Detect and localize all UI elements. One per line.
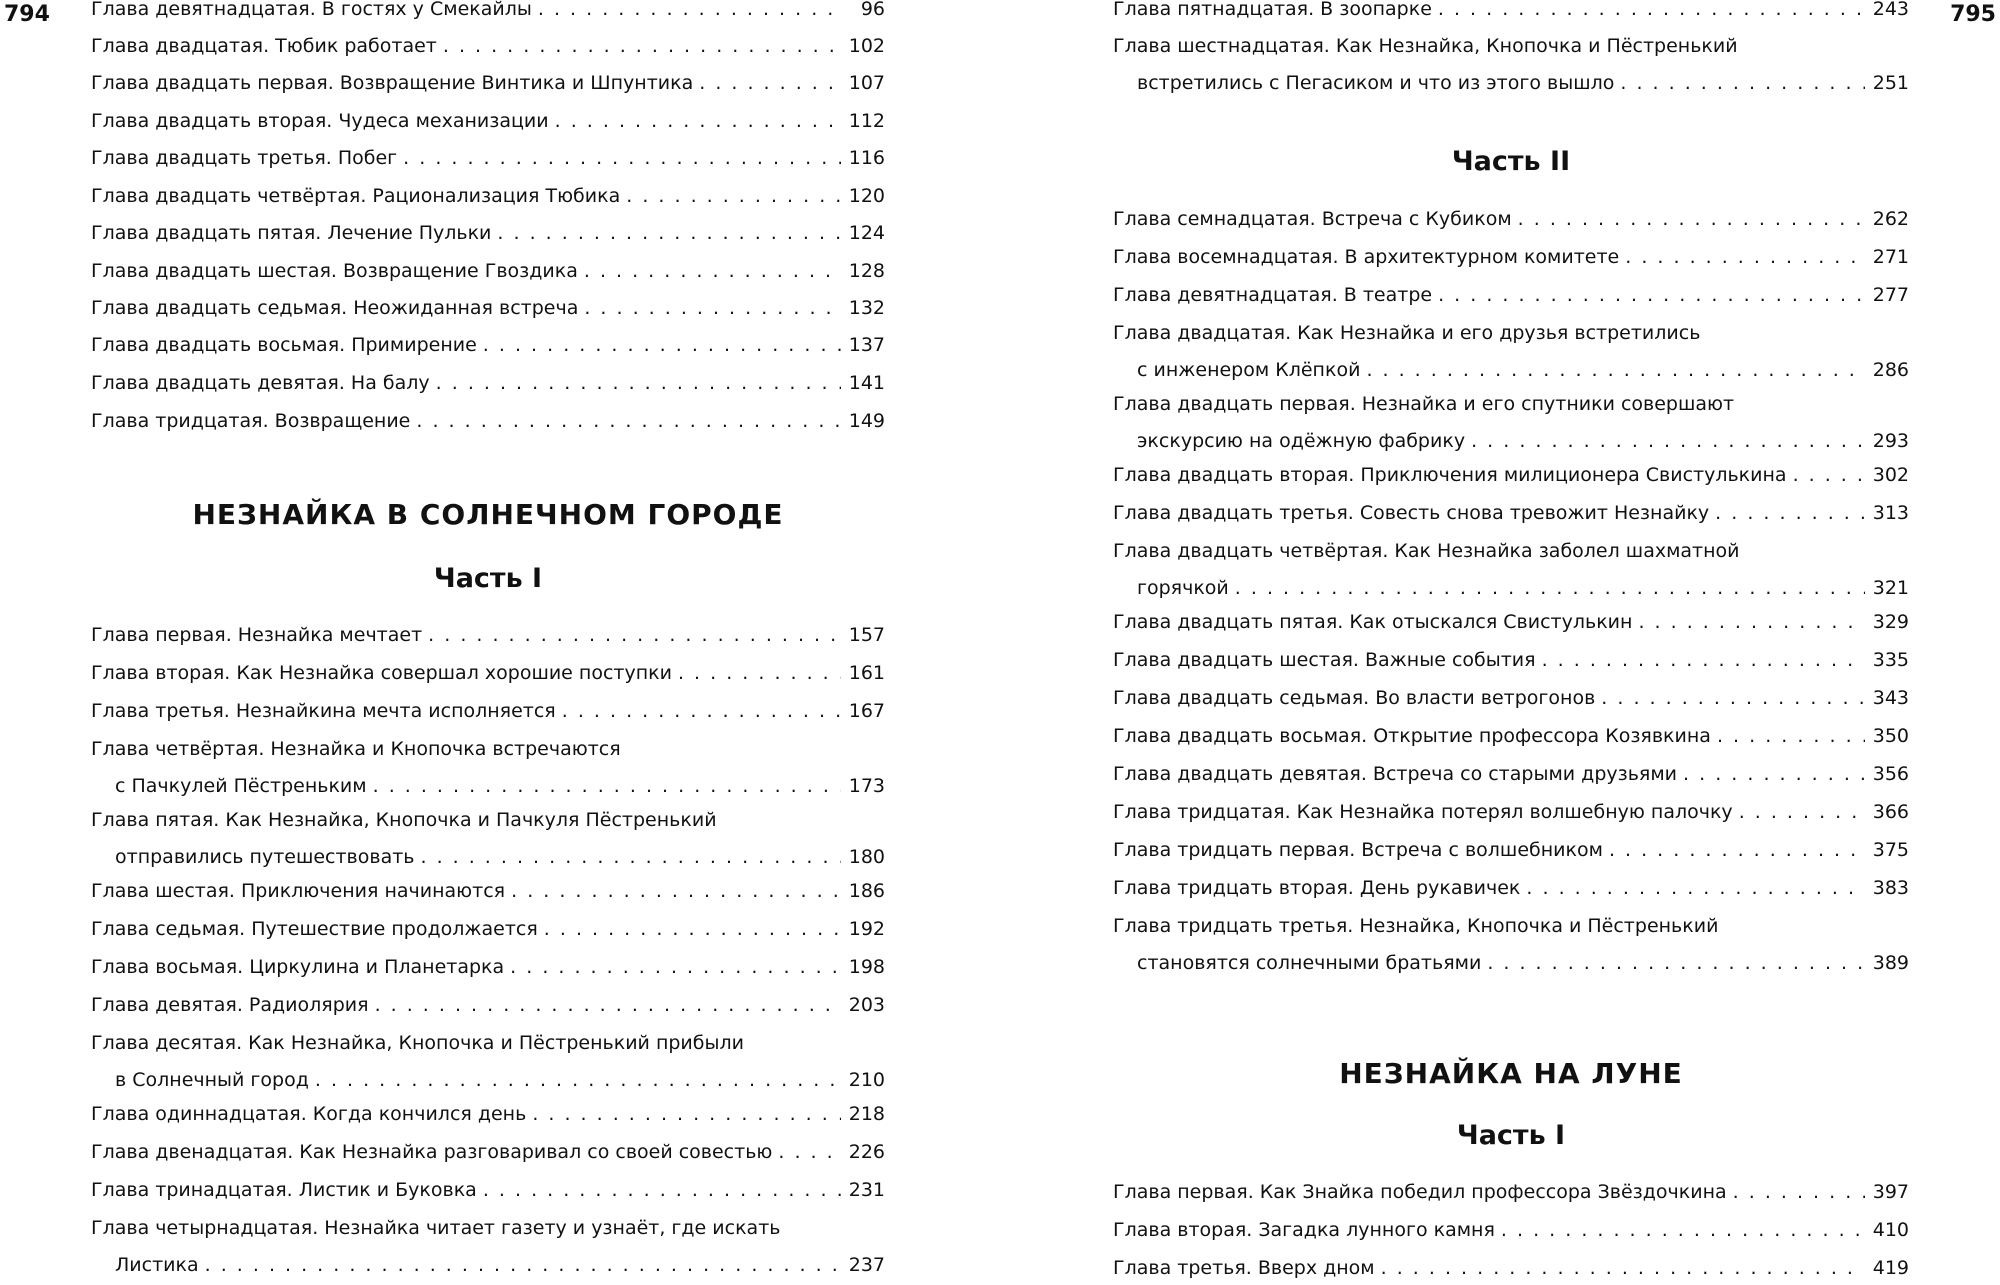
- dot-leader: [1625, 248, 1865, 267]
- toc-entry: [1113, 613, 1909, 632]
- toc-entry-title: Глава десятая. Как Незнайка, Кнопочка и Пёстренький прибыли: [91, 1032, 744, 1054]
- toc-entry: [91, 262, 885, 281]
- toc-entry: [1113, 1259, 1909, 1278]
- part-title: Часть I: [433, 563, 543, 594]
- dot-leader: [1609, 841, 1865, 860]
- dot-leader: [1601, 689, 1865, 708]
- dot-leader: [532, 1105, 841, 1124]
- toc-entry-title: Глава четвёртая. Незнайка и Кнопочка встречаются: [91, 738, 621, 760]
- toc-entry-title: Глава девятнадцатая. В гостях у Смекайлы: [91, 0, 532, 20]
- toc-entry-page: 157: [848, 624, 885, 646]
- toc-entry-title: Глава вторая. Загадка лунного камня: [1113, 1219, 1495, 1241]
- toc-entry: [91, 224, 885, 243]
- toc-entry: [1113, 727, 1909, 746]
- dot-leader: [443, 37, 841, 56]
- toc-entry-page: 293: [1872, 430, 1909, 452]
- toc-entry-title-continued: с инженером Клёпкой: [1137, 359, 1361, 381]
- toc-entry-page: 198: [848, 956, 885, 978]
- toc-entry-title-continued: отправились путешествовать: [115, 846, 415, 868]
- toc-entry-title: Глава двадцатая. Как Незнайка и его друзья встретились: [1113, 322, 1701, 344]
- dot-leader: [1526, 879, 1865, 898]
- toc-entry-title-continued: становятся солнечными братьями: [1137, 952, 1482, 974]
- dot-leader: [584, 262, 841, 281]
- toc-entry-page: 410: [1872, 1219, 1909, 1241]
- toc-entry-title: Глава двадцать вторая. Чудеса механизации: [91, 110, 549, 132]
- toc-entry-page: 329: [1872, 611, 1909, 633]
- dot-leader: [1793, 466, 1865, 485]
- toc-entry: [1113, 0, 1909, 19]
- toc-entry-page: 271: [1872, 246, 1909, 268]
- toc-entry-page: 302: [1872, 464, 1909, 486]
- toc-entry: [91, 374, 885, 393]
- dot-leader: [544, 920, 841, 939]
- toc-entry-page: 128: [848, 260, 885, 282]
- toc-entry-title: Глава двадцатая. Тюбик работает: [91, 35, 437, 57]
- toc-entry: [1113, 210, 1909, 229]
- toc-entry-page: 321: [1872, 577, 1909, 599]
- toc-entry: [91, 1219, 885, 1275]
- toc-entry-title: Глава одиннадцатая. Когда кончился день: [91, 1103, 527, 1125]
- toc-entry-page: 366: [1872, 801, 1909, 823]
- toc-entry-page: 132: [848, 297, 885, 319]
- toc-entry-title: Глава третья. Незнайкина мечта исполняется: [91, 700, 556, 722]
- toc-entry-page: 180: [848, 846, 885, 868]
- book-title: НЕЗНАЙКА НА ЛУНЕ: [1339, 1057, 1683, 1090]
- toc-entry: [91, 882, 885, 901]
- dot-leader: [1683, 765, 1865, 784]
- page-number: 795: [1950, 2, 1996, 27]
- toc-entry-page: 124: [848, 222, 885, 244]
- dot-leader: [420, 848, 841, 867]
- toc-entry-page: 397: [1872, 1181, 1909, 1203]
- toc-entry-title: Глава двадцать девятая. Встреча со старыми друзьями: [1113, 763, 1678, 785]
- toc-entry-page: 313: [1872, 502, 1909, 524]
- toc-entry-title-continued: с Пачкулей Пёстреньким: [115, 775, 367, 797]
- toc-entry: [91, 112, 885, 131]
- toc-entry-title: Глава двадцать восьмая. Примирение: [91, 334, 477, 356]
- toc-entry-page: 192: [848, 918, 885, 940]
- dot-leader: [584, 299, 841, 318]
- dot-leader: [1620, 74, 1865, 93]
- toc-entry-page: 186: [848, 880, 885, 902]
- toc-entry: [1113, 917, 1909, 973]
- dot-leader: [1715, 504, 1865, 523]
- toc-entry-title: Глава двадцать пятая. Как отыскался Свистулькин: [1113, 611, 1633, 633]
- toc-entry-title: Глава двадцать восьмая. Открытие профессора Козявкина: [1113, 725, 1711, 747]
- dot-leader: [483, 1181, 841, 1200]
- toc-entry: [91, 664, 885, 683]
- toc-entry: [1113, 395, 1909, 451]
- toc-entry-title-continued: Листика: [115, 1254, 199, 1276]
- toc-entry-title: Глава восемнадцатая. В архитектурном комитете: [1113, 246, 1620, 268]
- toc-entry-title: Глава двадцать седьмая. Во власти ветрогонов: [1113, 687, 1596, 709]
- toc-entry-page: 161: [848, 662, 885, 684]
- toc-entry: [91, 299, 885, 318]
- toc-entry: [1113, 1183, 1909, 1202]
- toc-entry: [1113, 651, 1909, 670]
- toc-entry: [1113, 542, 1909, 598]
- toc-entry-page: 277: [1872, 284, 1909, 306]
- toc-entry: [91, 702, 885, 721]
- toc-entry-page: 383: [1872, 877, 1909, 899]
- toc-entry-title: Глава третья. Вверх дном: [1113, 1257, 1375, 1279]
- toc-entry-title-continued: горячкой: [1137, 577, 1229, 599]
- toc-entry: [91, 811, 885, 867]
- page-number: 794: [4, 2, 50, 27]
- toc-entry: [91, 958, 885, 977]
- toc-entry-title: Глава семнадцатая. Встреча с Кубиком: [1113, 208, 1512, 230]
- toc-entry: [91, 187, 885, 206]
- dot-leader: [778, 1143, 841, 1162]
- dot-leader: [1733, 1183, 1865, 1202]
- toc-entry-page: 210: [848, 1069, 885, 1091]
- toc-entry: [91, 1034, 885, 1090]
- toc-entry-page: 356: [1872, 763, 1909, 785]
- toc-entry-title: Глава пятая. Как Незнайка, Кнопочка и Пачкуля Пёстренький: [91, 809, 717, 831]
- toc-entry-page: 203: [848, 994, 885, 1016]
- toc-entry-page: 243: [1872, 0, 1909, 20]
- toc-entry-page: 149: [848, 410, 885, 432]
- toc-entry: [91, 996, 885, 1015]
- toc-entry: [1113, 689, 1909, 708]
- dot-leader: [205, 1256, 841, 1275]
- toc-entry-title: Глава двадцать первая. Незнайка и его спутники совершают: [1113, 393, 1735, 415]
- toc-entry-page: 262: [1872, 208, 1909, 230]
- toc-entry: [91, 1181, 885, 1200]
- dot-leader: [510, 958, 841, 977]
- dot-leader: [375, 996, 841, 1015]
- dot-leader: [403, 149, 841, 168]
- dot-leader: [483, 336, 841, 355]
- toc-entry-page: 167: [848, 700, 885, 722]
- dot-leader: [538, 0, 841, 19]
- toc-entry-title: Глава двадцать шестая. Возвращение Гвоздика: [91, 260, 578, 282]
- toc-entry-title: Глава тридцатая. Как Незнайка потерял волшебную палочку: [1113, 801, 1733, 823]
- dot-leader: [1487, 954, 1865, 973]
- toc-entry: [91, 740, 885, 796]
- toc-entry-title: Глава двадцать третья. Совесть снова тревожит Незнайку: [1113, 502, 1710, 524]
- dot-leader: [315, 1071, 841, 1090]
- toc-entry-title: Глава двадцать четвёртая. Рационализация Тюбика: [91, 185, 621, 207]
- toc-entry: [1113, 466, 1909, 485]
- dot-leader: [416, 412, 841, 431]
- toc-entry-page: 116: [848, 147, 885, 169]
- dot-leader: [1366, 361, 1865, 380]
- toc-entry: [1113, 803, 1909, 822]
- toc-entry-title: Глава тридцать первая. Встреча с волшебником: [1113, 839, 1603, 861]
- toc-entry-title: Глава тридцатая. Возвращение: [91, 410, 411, 432]
- toc-entry-page: 226: [848, 1141, 885, 1163]
- toc-entry: [1113, 879, 1909, 898]
- toc-entry-page: 251: [1872, 72, 1909, 94]
- toc-entry-title: Глава двадцать первая. Возвращение Винтика и Шпунтика: [91, 72, 694, 94]
- toc-entry: [1113, 324, 1909, 380]
- dot-leader: [1471, 432, 1865, 451]
- toc-entry-page: 107: [848, 72, 885, 94]
- toc-entry: [91, 412, 885, 431]
- toc-entry-title-continued: в Солнечный город: [115, 1069, 309, 1091]
- part-title: Часть II: [1451, 146, 1571, 177]
- toc-entry-page: 389: [1872, 952, 1909, 974]
- toc-entry: [1113, 1221, 1909, 1240]
- toc-entry-title: Глава тридцать вторая. День рукавичек: [1113, 877, 1521, 899]
- toc-entry: [91, 920, 885, 939]
- toc-entry: [1113, 765, 1909, 784]
- toc-entry-page: 343: [1872, 687, 1909, 709]
- toc-entry-page: 286: [1872, 359, 1909, 381]
- toc-entry-title: Глава двадцать шестая. Важные события: [1113, 649, 1536, 671]
- toc-entry-title: Глава девятнадцатая. В театре: [1113, 284, 1433, 306]
- toc-entry-title-continued: встретились с Пегасиком и что из этого вышло: [1137, 72, 1615, 94]
- toc-entry-page: 173: [848, 775, 885, 797]
- dot-leader: [1501, 1221, 1865, 1240]
- toc-entry-page: 112: [848, 110, 885, 132]
- dot-leader: [1739, 803, 1865, 822]
- toc-entry-title: Глава тринадцатая. Листик и Буковка: [91, 1179, 477, 1201]
- toc-entry-page: 419: [1872, 1257, 1909, 1279]
- dot-leader: [699, 74, 841, 93]
- toc-entry: [91, 0, 885, 19]
- dot-leader: [562, 702, 841, 721]
- toc-entry: [1113, 248, 1909, 267]
- toc-entry: [1113, 37, 1909, 93]
- dot-leader: [1381, 1259, 1865, 1278]
- toc-entry-title: Глава шестнадцатая. Как Незнайка, Кнопочка и Пёстренький: [1113, 35, 1738, 57]
- dot-leader: [626, 187, 841, 206]
- dot-leader: [1717, 727, 1865, 746]
- toc-entry-page: 137: [848, 334, 885, 356]
- toc-entry-title: Глава двадцать четвёртая. Как Незнайка заболел шахматной: [1113, 540, 1740, 562]
- dot-leader: [1235, 579, 1865, 598]
- dot-leader: [1438, 0, 1865, 19]
- dot-leader: [1518, 210, 1865, 229]
- toc-entry: [91, 626, 885, 645]
- dot-leader: [436, 374, 841, 393]
- toc-entry: [91, 37, 885, 56]
- toc-entry: [91, 1143, 885, 1162]
- toc-entry: [91, 149, 885, 168]
- toc-entry-page: 335: [1872, 649, 1909, 671]
- toc-entry: [91, 336, 885, 355]
- toc-entry: [1113, 504, 1909, 523]
- toc-entry-page: 231: [848, 1179, 885, 1201]
- part-title: Часть I: [1456, 1120, 1566, 1151]
- toc-entry-title: Глава двадцать вторая. Приключения милиционера Свистулькина: [1113, 464, 1787, 486]
- toc-entry-page: 218: [848, 1103, 885, 1125]
- dot-leader: [678, 664, 841, 683]
- toc-entry-title: Глава двадцать пятая. Лечение Пульки: [91, 222, 492, 244]
- toc-entry: [91, 74, 885, 93]
- toc-entry-title: Глава пятнадцатая. В зоопарке: [1113, 0, 1432, 20]
- dot-leader: [1438, 286, 1865, 305]
- toc-entry-page: 96: [860, 0, 885, 20]
- toc-entry-title: Глава двадцать третья. Побег: [91, 147, 398, 169]
- toc-entry-title: Глава четырнадцатая. Незнайка читает газету и узнаёт, где искать: [91, 1217, 781, 1239]
- right-page: [1000, 0, 2000, 1285]
- dot-leader: [497, 224, 841, 243]
- dot-leader: [511, 882, 841, 901]
- dot-leader: [373, 777, 841, 796]
- toc-entry-title: Глава двадцать девятая. На балу: [91, 372, 430, 394]
- toc-entry-title: Глава двенадцатая. Как Незнайка разговаривал со своей совестью: [91, 1141, 773, 1163]
- toc-entry-title: Глава первая. Незнайка мечтает: [91, 624, 423, 646]
- toc-entry-page: 237: [848, 1254, 885, 1276]
- toc-entry-title: Глава первая. Как Знайка победил профессора Звёздочкина: [1113, 1181, 1727, 1203]
- book-title: НЕЗНАЙКА В СОЛНЕЧНОМ ГОРОДЕ: [192, 498, 784, 531]
- dot-leader: [555, 112, 841, 131]
- toc-entry-title-continued: экскурсию на одёжную фабрику: [1137, 430, 1466, 452]
- toc-entry-title: Глава девятая. Радиолярия: [91, 994, 369, 1016]
- toc-entry-title: Глава восьмая. Циркулина и Планетарка: [91, 956, 505, 978]
- toc-entry-page: 375: [1872, 839, 1909, 861]
- toc-entry: [1113, 841, 1909, 860]
- toc-entry-title: Глава вторая. Как Незнайка совершал хорошие поступки: [91, 662, 672, 684]
- dot-leader: [428, 626, 841, 645]
- toc-entry-page: 120: [848, 185, 885, 207]
- toc-entry: [1113, 286, 1909, 305]
- toc-entry: [91, 1105, 885, 1124]
- toc-entry-title: Глава шестая. Приключения начинаются: [91, 880, 506, 902]
- dot-leader: [1542, 651, 1865, 670]
- toc-entry-page: 102: [848, 35, 885, 57]
- toc-entry-page: 141: [848, 372, 885, 394]
- toc-entry-title: Глава седьмая. Путешествие продолжается: [91, 918, 538, 940]
- toc-entry-page: 350: [1872, 725, 1909, 747]
- toc-entry-title: Глава двадцать седьмая. Неожиданная встреча: [91, 297, 579, 319]
- toc-entry-title: Глава тридцать третья. Незнайка, Кнопочка и Пёстренький: [1113, 915, 1719, 937]
- dot-leader: [1638, 613, 1865, 632]
